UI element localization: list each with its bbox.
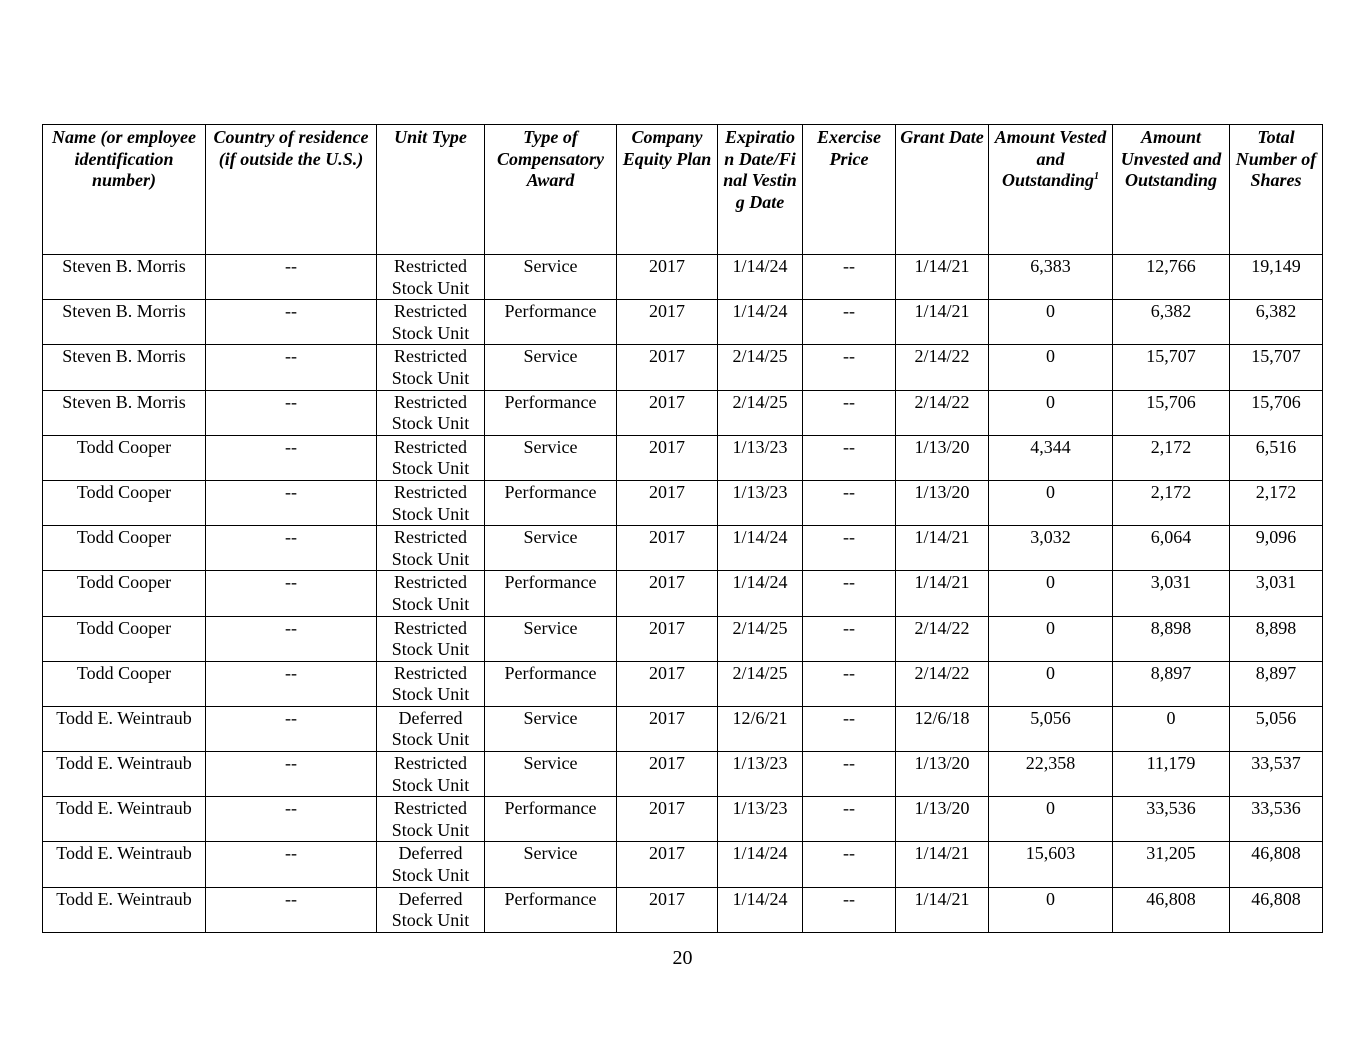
page-number: 20 [672,947,693,969]
cell-total-shares: 8,897 [1230,661,1323,706]
cell-unit-type: Deferred Stock Unit [377,887,485,932]
cell-name: Todd Cooper [43,571,206,616]
cell-grant-date: 1/13/20 [896,480,989,525]
table-row [43,300,1323,345]
cell-total-shares: 6,516 [1230,435,1323,480]
cell-unit-type: Restricted Stock Unit [377,255,485,300]
table-row [43,571,1323,616]
table-row [43,390,1323,435]
cell-expiration-date: 2/14/25 [718,390,803,435]
header-expiration-date: Expiration Date/Final Vesting Date [718,125,803,255]
table-row [43,616,1323,661]
cell-amount-vested: 3,032 [989,526,1113,571]
cell-grant-date: 12/6/18 [896,706,989,751]
cell-exercise-price: -- [803,797,896,842]
cell-equity-plan: 2017 [617,390,718,435]
cell-amount-unvested: 2,172 [1113,435,1230,480]
cell-name: Todd E. Weintraub [43,706,206,751]
cell-equity-plan: 2017 [617,571,718,616]
cell-amount-vested: 22,358 [989,752,1113,797]
cell-exercise-price: -- [803,300,896,345]
cell-amount-unvested: 0 [1113,706,1230,751]
cell-grant-date: 1/14/21 [896,842,989,887]
header-country: Country of residence (if outside the U.S.) [206,125,377,255]
cell-unit-type: Restricted Stock Unit [377,571,485,616]
cell-award-type: Performance [485,480,617,525]
cell-award-type: Performance [485,390,617,435]
cell-amount-vested: 0 [989,300,1113,345]
cell-total-shares: 6,382 [1230,300,1323,345]
cell-equity-plan: 2017 [617,616,718,661]
cell-name: Todd E. Weintraub [43,752,206,797]
table-row [43,887,1323,932]
cell-total-shares: 5,056 [1230,706,1323,751]
cell-total-shares: 9,096 [1230,526,1323,571]
cell-total-shares: 46,808 [1230,842,1323,887]
cell-name: Todd E. Weintraub [43,797,206,842]
cell-country: -- [206,480,377,525]
cell-equity-plan: 2017 [617,752,718,797]
footnote-marker: 1 [1094,171,1100,183]
cell-amount-vested: 0 [989,390,1113,435]
cell-amount-unvested: 2,172 [1113,480,1230,525]
cell-exercise-price: -- [803,887,896,932]
cell-award-type: Service [485,706,617,751]
cell-exercise-price: -- [803,480,896,525]
cell-name: Todd E. Weintraub [43,887,206,932]
cell-name: Steven B. Morris [43,300,206,345]
cell-country: -- [206,661,377,706]
cell-name: Steven B. Morris [43,390,206,435]
cell-exercise-price: -- [803,345,896,390]
cell-total-shares: 15,706 [1230,390,1323,435]
cell-expiration-date: 1/14/24 [718,255,803,300]
header-award-type: Type of Compensatory Award [485,125,617,255]
cell-country: -- [206,435,377,480]
cell-country: -- [206,571,377,616]
cell-amount-vested: 6,383 [989,255,1113,300]
cell-equity-plan: 2017 [617,887,718,932]
cell-exercise-price: -- [803,661,896,706]
cell-expiration-date: 1/14/24 [718,526,803,571]
cell-expiration-date: 1/14/24 [718,887,803,932]
cell-unit-type: Restricted Stock Unit [377,752,485,797]
cell-country: -- [206,616,377,661]
cell-amount-unvested: 11,179 [1113,752,1230,797]
cell-award-type: Service [485,526,617,571]
cell-expiration-date: 12/6/21 [718,706,803,751]
header-amount-vested: Amount Vested and Outstanding$^1$ [989,125,1113,255]
cell-expiration-date: 2/14/25 [718,661,803,706]
cell-exercise-price: -- [803,752,896,797]
cell-name: Todd Cooper [43,480,206,525]
cell-country: -- [206,842,377,887]
cell-amount-unvested: 8,898 [1113,616,1230,661]
cell-award-type: Performance [485,300,617,345]
cell-equity-plan: 2017 [617,480,718,525]
cell-amount-unvested: 46,808 [1113,887,1230,932]
cell-equity-plan: 2017 [617,661,718,706]
cell-unit-type: Deferred Stock Unit [377,842,485,887]
cell-grant-date: 1/13/20 [896,752,989,797]
cell-equity-plan: 2017 [617,706,718,751]
cell-grant-date: 1/14/21 [896,255,989,300]
table-row [43,435,1323,480]
equity-awards-table [42,124,1323,933]
cell-name: Todd Cooper [43,616,206,661]
cell-unit-type: Restricted Stock Unit [377,480,485,525]
cell-award-type: Performance [485,661,617,706]
header-total-shares: Total Number of Shares [1230,125,1323,255]
cell-unit-type: Restricted Stock Unit [377,300,485,345]
cell-amount-unvested: 15,706 [1113,390,1230,435]
cell-expiration-date: 1/14/24 [718,571,803,616]
cell-amount-unvested: 33,536 [1113,797,1230,842]
table-row [43,345,1323,390]
cell-equity-plan: 2017 [617,797,718,842]
cell-amount-vested: 0 [989,797,1113,842]
table-row [43,797,1323,842]
table-row [43,752,1323,797]
cell-total-shares: 33,536 [1230,797,1323,842]
cell-award-type: Performance [485,797,617,842]
cell-grant-date: 2/14/22 [896,616,989,661]
table-row [43,706,1323,751]
cell-name: Todd Cooper [43,435,206,480]
cell-name: Steven B. Morris [43,255,206,300]
cell-total-shares: 33,537 [1230,752,1323,797]
cell-unit-type: Restricted Stock Unit [377,390,485,435]
cell-country: -- [206,345,377,390]
cell-name: Todd Cooper [43,661,206,706]
cell-total-shares: 46,808 [1230,887,1323,932]
table-row [43,255,1323,300]
cell-equity-plan: 2017 [617,255,718,300]
cell-country: -- [206,255,377,300]
cell-award-type: Service [485,752,617,797]
cell-grant-date: 1/13/20 [896,797,989,842]
cell-unit-type: Restricted Stock Unit [377,526,485,571]
header-exercise-price: Exercise Price [803,125,896,255]
cell-name: Steven B. Morris [43,345,206,390]
cell-total-shares: 19,149 [1230,255,1323,300]
cell-country: -- [206,797,377,842]
cell-grant-date: 1/14/21 [896,526,989,571]
cell-amount-vested: 0 [989,616,1113,661]
cell-unit-type: Deferred Stock Unit [377,706,485,751]
cell-amount-vested: 0 [989,480,1113,525]
cell-exercise-price: -- [803,255,896,300]
header-unit-type: Unit Type [377,125,485,255]
cell-exercise-price: -- [803,435,896,480]
cell-expiration-date: 1/13/23 [718,435,803,480]
cell-unit-type: Restricted Stock Unit [377,797,485,842]
cell-name: Todd E. Weintraub [43,842,206,887]
cell-grant-date: 1/14/21 [896,887,989,932]
cell-amount-vested: 0 [989,345,1113,390]
cell-expiration-date: 2/14/25 [718,616,803,661]
table-row [43,661,1323,706]
cell-country: -- [206,300,377,345]
cell-amount-vested: 4,344 [989,435,1113,480]
cell-award-type: Service [485,435,617,480]
cell-amount-unvested: 6,382 [1113,300,1230,345]
cell-award-type: Service [485,255,617,300]
cell-exercise-price: -- [803,842,896,887]
cell-expiration-date: 1/14/24 [718,300,803,345]
cell-expiration-date: 1/13/23 [718,752,803,797]
table-row [43,842,1323,887]
cell-country: -- [206,526,377,571]
cell-expiration-date: 2/14/25 [718,345,803,390]
cell-exercise-price: -- [803,616,896,661]
cell-grant-date: 2/14/22 [896,345,989,390]
cell-amount-vested: 5,056 [989,706,1113,751]
cell-amount-unvested: 3,031 [1113,571,1230,616]
cell-exercise-price: -- [803,390,896,435]
table-body [43,255,1323,933]
cell-grant-date: 1/14/21 [896,300,989,345]
cell-amount-vested: 0 [989,887,1113,932]
cell-equity-plan: 2017 [617,300,718,345]
cell-total-shares: 8,898 [1230,616,1323,661]
cell-unit-type: Restricted Stock Unit [377,616,485,661]
cell-amount-unvested: 6,064 [1113,526,1230,571]
cell-award-type: Performance [485,571,617,616]
cell-amount-unvested: 12,766 [1113,255,1230,300]
cell-grant-date: 1/14/21 [896,571,989,616]
cell-exercise-price: -- [803,571,896,616]
cell-total-shares: 3,031 [1230,571,1323,616]
cell-grant-date: 2/14/22 [896,661,989,706]
cell-country: -- [206,706,377,751]
cell-unit-type: Restricted Stock Unit [377,345,485,390]
cell-amount-vested: 0 [989,571,1113,616]
cell-equity-plan: 2017 [617,345,718,390]
cell-equity-plan: 2017 [617,435,718,480]
header-name: Name (or employee identification number) [43,125,206,255]
header-grant-date: Grant Date [896,125,989,255]
table-header-row [43,125,1323,255]
cell-unit-type: Restricted Stock Unit [377,661,485,706]
cell-grant-date: 1/13/20 [896,435,989,480]
cell-name: Todd Cooper [43,526,206,571]
cell-amount-vested: 0 [989,661,1113,706]
cell-award-type: Service [485,616,617,661]
cell-grant-date: 2/14/22 [896,390,989,435]
cell-expiration-date: 1/13/23 [718,797,803,842]
cell-amount-unvested: 8,897 [1113,661,1230,706]
table-row [43,480,1323,525]
header-equity-plan: Company Equity Plan [617,125,718,255]
cell-award-type: Service [485,345,617,390]
cell-equity-plan: 2017 [617,842,718,887]
cell-total-shares: 2,172 [1230,480,1323,525]
cell-amount-vested: 15,603 [989,842,1113,887]
cell-expiration-date: 1/13/23 [718,480,803,525]
cell-total-shares: 15,707 [1230,345,1323,390]
cell-expiration-date: 1/14/24 [718,842,803,887]
cell-amount-unvested: 15,707 [1113,345,1230,390]
cell-exercise-price: -- [803,706,896,751]
cell-exercise-price: -- [803,526,896,571]
header-amount-unvested: Amount Unvested and Outstanding [1113,125,1230,255]
cell-award-type: Performance [485,887,617,932]
table-row [43,526,1323,571]
cell-unit-type: Restricted Stock Unit [377,435,485,480]
cell-equity-plan: 2017 [617,526,718,571]
cell-country: -- [206,887,377,932]
cell-amount-unvested: 31,205 [1113,842,1230,887]
cell-country: -- [206,752,377,797]
cell-award-type: Service [485,842,617,887]
cell-country: -- [206,390,377,435]
